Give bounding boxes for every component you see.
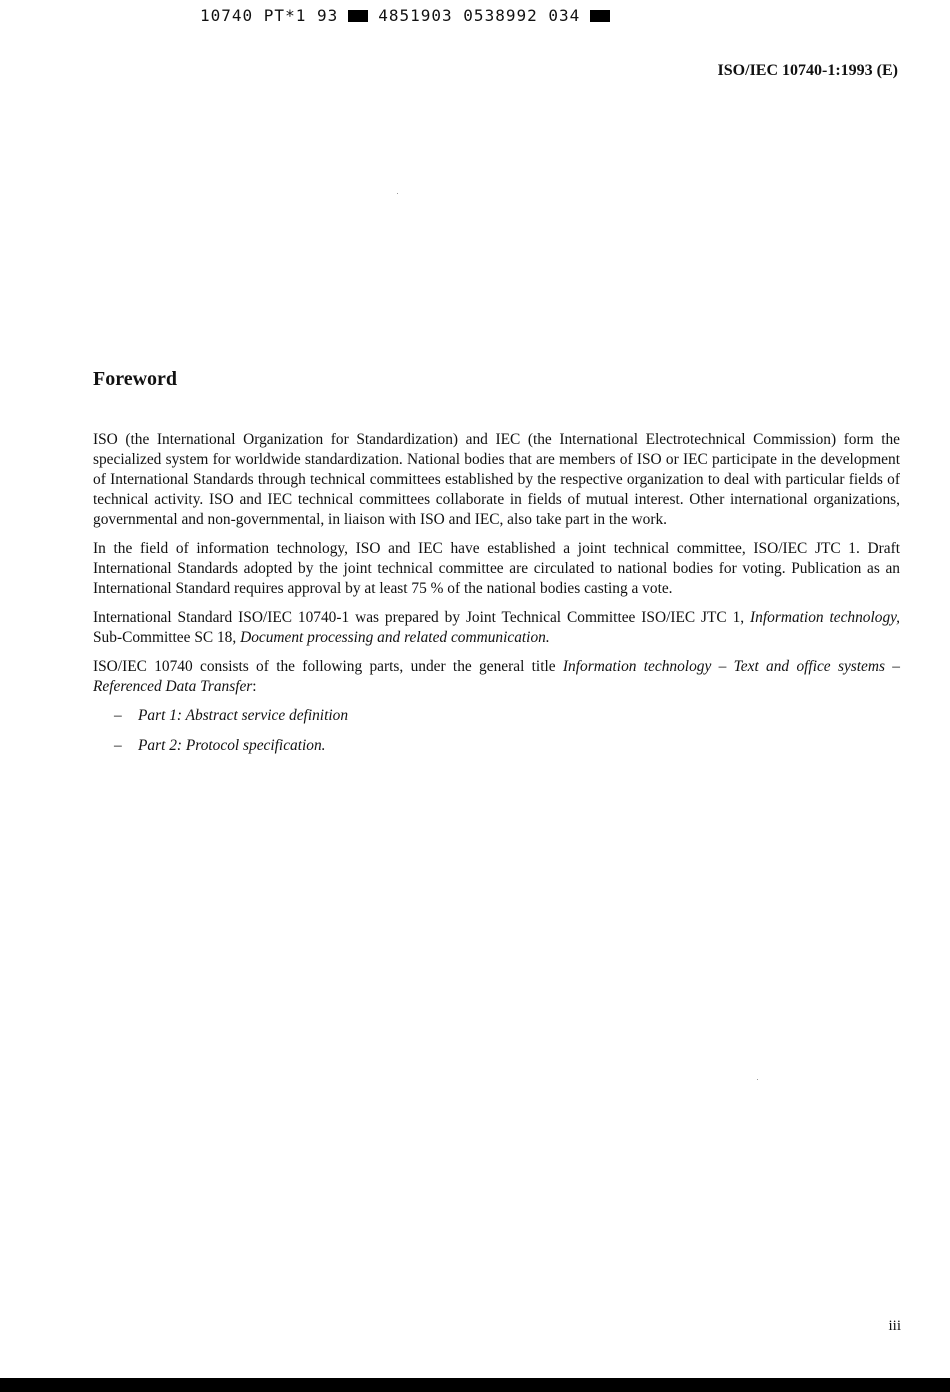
document-id: ISO/IEC 10740-1:1993 (E) [717,62,898,79]
list-dash: – [114,707,122,724]
scan-bottom-edge [0,1378,950,1392]
list-item-text: Part 2: Protocol specification. [138,737,326,754]
paragraph-4 [93,657,900,697]
list-item-text: Part 1: Abstract service definition [138,707,349,724]
scan-header-part1: 10740 PT*1 93 [200,6,339,25]
paragraph-4-text-a: ISO/IEC 10740 consists of the following parts, under the general title [93,658,563,675]
paragraph-4-text-c: : [252,678,257,695]
paragraph-3-italic-b: Information technology, [750,609,900,626]
list-dash: – [114,737,122,754]
scan-speck [397,193,398,194]
paragraph-3-text-c: Sub-Committee SC 18, [93,629,241,646]
paragraph-3-italic-d: Document processing and related communication. [240,629,550,646]
page-number: iii [888,1318,901,1334]
list-item [114,706,900,726]
paragraph-2: In the field of information technology, ISO and IEC have established a joint technical committee, ISO/IEC JTC 1. Draft International Standards adopted by the joint technical committee are circulated to national bodies for voting. Publication as an International Standard requires approval by at least 75 % of the national bodies casting a vote. [93,540,900,597]
page-title: Foreword [93,368,178,390]
paragraph-1: ISO (the International Organization for Standardization) and IEC (the International Electrotechnical Commission) form the specialized system for worldwide standardization. National bodies that are members of ISO or IEC participate in the development of International Standards through technical committees established by the respective organization to deal with particular fields of technical activity. ISO and IEC technical committees collaborate in fields of mutual interest. Other international organizations, governmental and non-governmental, in liaison with ISO and IEC, also take part in the work. [93,431,900,528]
scan-speck [757,1079,758,1080]
paragraph-3 [93,608,900,648]
list-item [114,736,900,756]
paragraph-4-italic-b: Information technology – Text and office systems – Referenced Data Transfer [93,658,900,695]
scan-header-part2: 4851903 0538992 034 [378,6,581,25]
black-block-mark [348,10,368,22]
scan-header [200,6,610,25]
paragraph-3-text-a: International Standard ISO/IEC 10740-1 was prepared by Joint Technical Committee ISO/IEC JTC 1, [93,609,751,626]
black-block-mark [590,10,610,22]
foreword-body [93,430,900,766]
parts-list [93,706,900,756]
